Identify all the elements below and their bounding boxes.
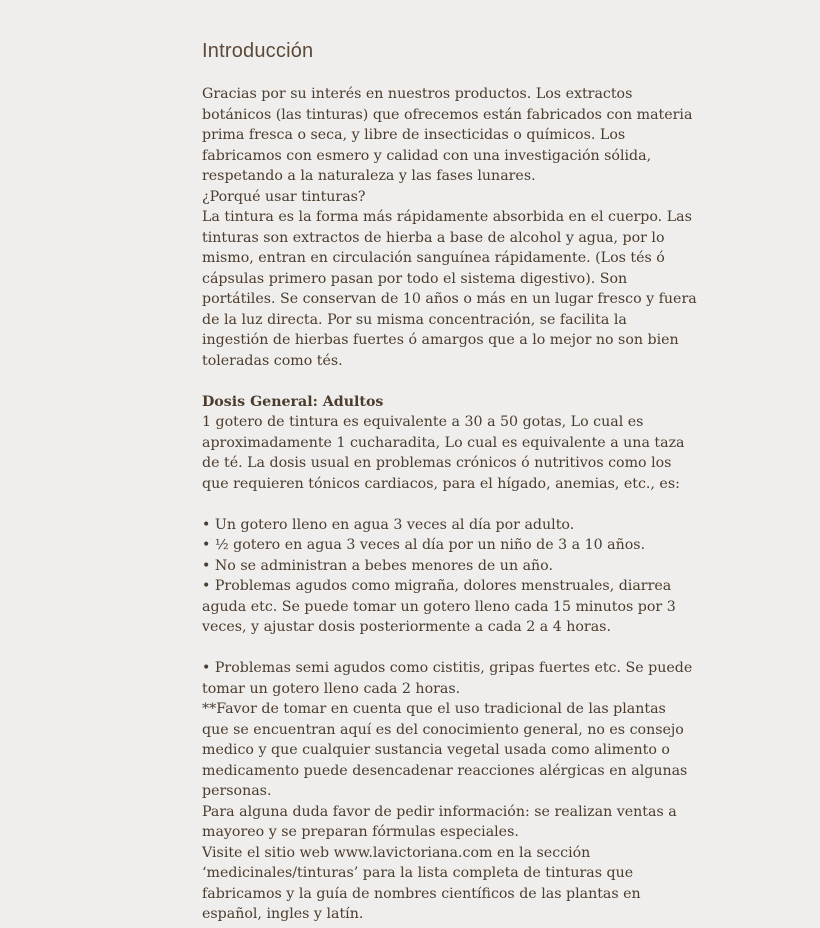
text-line: de la luz directa. Por su misma concentración, se facilita la	[202, 311, 627, 328]
text-line: que requieren tónicos cardiacos, para el hígado, anemias, etc., es:	[202, 475, 680, 492]
list-item: • Problemas semi agudos como cistitis, gripas fuertes etc. Se puede	[202, 660, 693, 676]
text-line: ‘medicinales/tinturas’ para la lista completa de tinturas que	[202, 865, 634, 881]
text-line: mismo, entran en circulación sanguínea rápidamente. (Los tés ó	[202, 250, 665, 266]
text-line: aproximadamente 1 cucharadita, Lo cual es equivalente a una taza	[202, 434, 685, 451]
spacer	[202, 371, 642, 392]
text-line: español, ingles y latín.	[202, 906, 364, 922]
intro-paragraph	[202, 84, 693, 187]
text-line: Para alguna duda favor de pedir información: se realizan ventas a	[202, 803, 677, 820]
text-line: que se encuentran aquí es del conocimiento general, no es consejo	[202, 721, 684, 738]
text-line: tomar un gotero lleno cada 2 horas.	[202, 680, 461, 697]
text-line: mayoreo y se preparan fórmulas especiales.	[202, 824, 519, 840]
text-line: medicamento puede desencadenar reacciones alérgicas en algunas	[202, 762, 688, 779]
text-line: cápsulas primero pasan por todo el sistema digestivo). Son	[202, 270, 628, 287]
list-item: • Un gotero lleno en agua 3 veces al día por adulto.	[202, 516, 575, 533]
text-line: fabricamos y la guía de nombres científicos de las plantas en	[202, 885, 641, 902]
text-line: medico y que cualquier sustancia vegetal usada como alimento o	[202, 742, 670, 758]
text-line: tinturas son extractos de hierba a base de alcohol y agua, por lo	[202, 229, 665, 246]
dosis-heading: Dosis General: Adultos	[202, 393, 384, 410]
list-item: veces, y ajustar dosis posteriormente a cada 2 a 4 horas.	[202, 619, 611, 635]
list-item: • Problemas agudos como migraña, dolores menstruales, diarrea	[202, 578, 672, 594]
notes-paragraph	[202, 658, 693, 925]
dosis-paragraph	[202, 412, 685, 494]
list-item: • No se administran a bebes menores de un año.	[202, 557, 553, 574]
spacer	[202, 494, 642, 515]
list-item: aguda etc. Se puede tomar un gotero lleno cada 15 minutos por 3	[202, 598, 676, 615]
text-line: 1 gotero de tintura es equivalente a 30 a 50 gotas, Lo cual es	[202, 414, 644, 430]
text-line: La tintura es la forma más rápidamente absorbida en el cuerpo. Las	[202, 209, 692, 225]
why-question: ¿Porqué usar tinturas?	[202, 188, 366, 205]
text-line: toleradas como tés.	[202, 352, 343, 369]
text-line: Visite el sitio web www.lavictoriana.com en la sección	[202, 844, 591, 861]
text-line: Gracias por su interés en nuestros productos. Los extractos	[202, 86, 633, 102]
spacer	[202, 638, 642, 659]
text-line: personas.	[202, 783, 272, 799]
text-line: fabricamos con esmero y calidad con una investigación sólida,	[202, 147, 652, 164]
text-line: botánicos (las tinturas) que ofrecemos están fabricados con materia	[202, 106, 693, 123]
page-title: Introducción	[202, 40, 314, 62]
list-item: • ½ gotero en agua 3 veces al día por un niño de 3 a 10 años.	[202, 537, 646, 553]
why-paragraph	[202, 207, 697, 371]
text-line: ingestión de hierbas fuertes ó amargos que a lo mejor no son bien	[202, 332, 679, 348]
text-line: de té. La dosis usual en problemas crónicos ó nutritivos como los	[202, 455, 672, 471]
text-line: **Favor de tomar en cuenta que el uso tradicional de las plantas	[202, 701, 666, 717]
text-line: prima fresca o seca, y libre de insecticidas o químicos. Los	[202, 127, 626, 143]
document-body	[202, 84, 697, 925]
text-line: portátiles. Se conservan de 10 años o más en un lugar fresco y fuera	[202, 291, 697, 307]
dosage-list	[202, 515, 676, 638]
text-line: respetando a la naturaleza y las fases lunares.	[202, 168, 536, 184]
